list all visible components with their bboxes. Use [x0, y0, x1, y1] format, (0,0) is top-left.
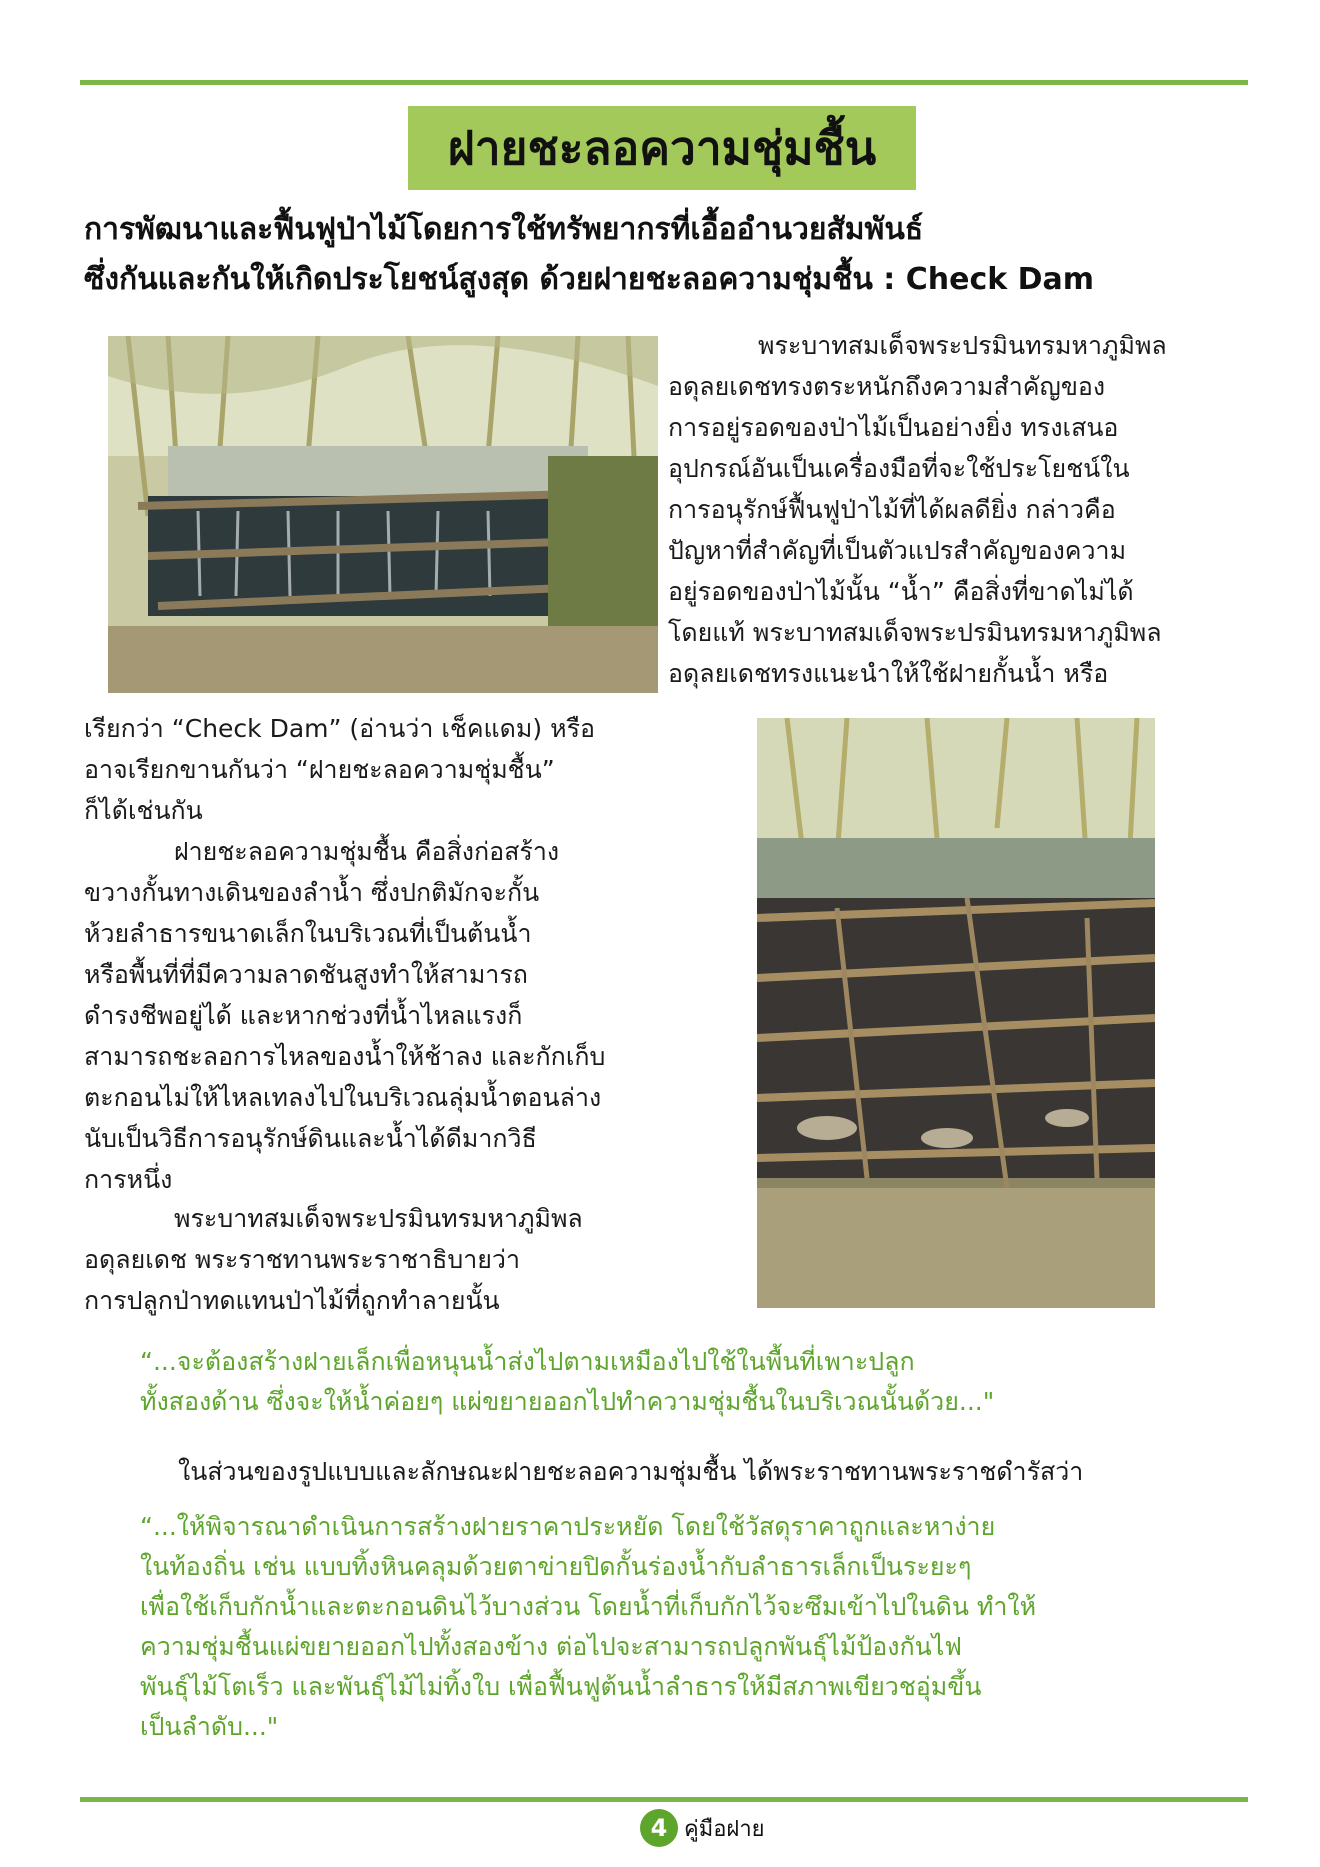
page-title: ฝายชะลอความชุ่มชื้น: [447, 120, 877, 175]
royal-quote-1: [140, 1342, 994, 1422]
text-line: พระบาทสมเด็จพระปรมินทรมหาภูมิพล: [174, 1204, 583, 1233]
subtitle-line: ซึ่งกันและกันให้เกิดประโยชน์สูงสุด ด้วยฝายชะลอความชุ่มชื้น : Check Dam: [84, 262, 1095, 297]
check-dam-photo-1: [108, 336, 658, 693]
paragraph-2: [84, 708, 684, 1200]
text-line: ฝายชะลอความชุ่มชื้น คือสิ่งก่อสร้าง: [174, 837, 560, 866]
bottom-rule: [80, 1797, 1248, 1802]
text-line: อดุลยเดช พระราชทานพระราชาธิบายว่า: [84, 1245, 520, 1274]
text-line: ตะกอนไม่ให้ไหลเทลงไปในบริเวณลุ่มน้ำตอนล่าง: [84, 1083, 602, 1112]
text-line: อดุลยเดชทรงแนะนำให้ใช้ฝายกั้นน้ำ หรือ: [668, 659, 1109, 688]
text-line: อดุลยเดชทรงตระหนักถึงความสำคัญของ: [668, 372, 1106, 401]
title-banner: [408, 106, 916, 190]
quote-line: ในท้องถิ่น เช่น แบบทิ้งหินคลุมด้วยตาข่ายปิดกั้นร่องน้ำกับลำธารเล็กเป็นระยะๆ: [140, 1552, 972, 1581]
quote-line: เพื่อใช้เก็บกักน้ำและตะกอนดินไว้บางส่วน โดยน้ำที่เก็บกักไว้จะซึมเข้าไปในดิน ทำให้: [140, 1592, 1037, 1621]
subtitle: [84, 205, 1254, 305]
text-line: อุปกรณ์อันเป็นเครื่องมือที่จะใช้ประโยชน์ใน: [668, 454, 1130, 483]
text-line: การปลูกป่าทดแทนป่าไม้ที่ถูกทำลายนั้น: [84, 1286, 500, 1315]
quote-line: “...จะต้องสร้างฝายเล็กเพื่อหนุนน้ำส่งไปตามเหมืองไปใช้ในพื้นที่เพาะปลูก: [140, 1347, 915, 1376]
footer-label: คู่มือฝาย: [684, 1816, 765, 1842]
text-line: ดำรงชีพอยู่ได้ และหากช่วงที่น้ำไหลแรงก็: [84, 1001, 523, 1030]
footer: [640, 1808, 765, 1848]
text-line: โดยแท้ พระบาทสมเด็จพระปรมินทรมหาภูมิพล: [668, 618, 1162, 647]
text-line: พระบาทสมเด็จพระปรมินทรมหาภูมิพล: [758, 331, 1167, 360]
top-rule: [80, 80, 1248, 85]
quote-line: เป็นลำดับ...": [140, 1712, 279, 1741]
text-line: การอนุรักษ์ฟื้นฟูป่าไม้ที่ได้ผลดียิ่ง กล่าวคือ: [668, 495, 1116, 524]
paragraph-1: [668, 325, 1248, 694]
quote-line: “...ให้พิจารณาดำเนินการสร้างฝายราคาประหยัด โดยใช้วัสดุราคาถูกและหาง่าย: [140, 1512, 996, 1541]
text-line: ห้วยลำธารขนาดเล็กในบริเวณที่เป็นต้นน้ำ: [84, 919, 532, 948]
page-number: 4: [640, 1809, 678, 1847]
text-line: เรียกว่า “Check Dam” (อ่านว่า เช็คแดม) หรือ: [84, 714, 596, 743]
text-line: อยู่รอดของป่าไม้นั้น “น้ำ” คือสิ่งที่ขาดไม่ได้: [668, 577, 1134, 606]
text-line: ปัญหาที่สำคัญที่เป็นตัวแปรสำคัญของความ: [668, 536, 1127, 565]
royal-quote-2: [140, 1507, 1036, 1747]
text-line: ขวางกั้นทางเดินของลำน้ำ ซึ่งปกติมักจะกั้น: [84, 878, 540, 907]
quote-line: พันธุ์ไม้โตเร็ว และพันธุ์ไม้ไม่ทิ้งใบ เพื่อฟื้นฟูต้นน้ำลำธารให้มีสภาพเขียวชอุ่มขึ้น: [140, 1672, 982, 1701]
subtitle-line: การพัฒนาและฟื้นฟูป่าไม้โดยการใช้ทรัพยากรที่เอื้ออำนวยสัมพันธ์: [84, 212, 924, 247]
text-line: การอยู่รอดของป่าไม้เป็นอย่างยิ่ง ทรงเสนอ: [668, 413, 1119, 442]
text-line: การหนึ่ง: [84, 1165, 173, 1194]
paragraph-3: [84, 1198, 684, 1321]
text-line: ก็ได้เช่นกัน: [84, 796, 203, 825]
text-line: สามารถชะลอการไหลของน้ำให้ช้าลง และกักเก็บ: [84, 1042, 606, 1071]
intro-line: ในส่วนของรูปแบบและลักษณะฝายชะลอความชุ่มชื้น ได้พระราชทานพระราชดำรัสว่า: [178, 1457, 1084, 1486]
text-line: หรือพื้นที่ที่มีความลาดชันสูงทำให้สามารถ: [84, 960, 528, 989]
text-line: อาจเรียกขานกันว่า “ฝายชะลอความชุ่มชื้น”: [84, 755, 555, 784]
quote-line: ความชุ่มชื้นแผ่ขยายออกไปทั้งสองข้าง ต่อไปจะสามารถปลูกพันธุ์ไม้ป้องกันไฟ: [140, 1632, 962, 1661]
check-dam-photo-2: [757, 718, 1155, 1308]
text-line: นับเป็นวิธีการอนุรักษ์ดินและน้ำได้ดีมากวิธี: [84, 1124, 537, 1153]
quote-line: ทั้งสองด้าน ซึ่งจะให้น้ำค่อยๆ แผ่ขยายออกไปทำความชุ่มชื้นในบริเวณนั้นด้วย...": [140, 1387, 995, 1416]
